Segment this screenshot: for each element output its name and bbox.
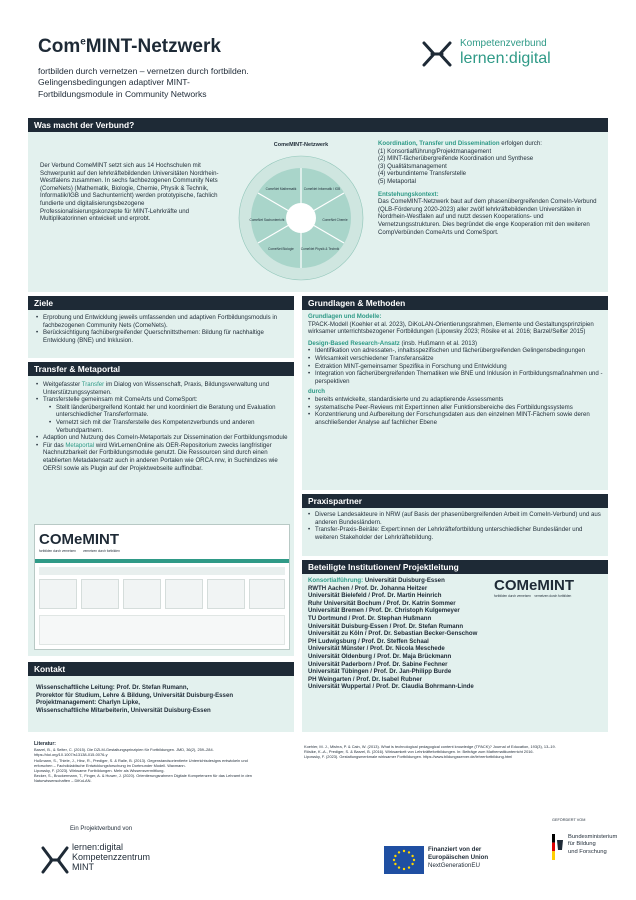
literatur-entry: Koehler, M. J., Mishra, P. & Cain, W. (2013). What is technological pedagogical content knowledge (TPACK)? Journal of Education, 193(3), 13–19. <box>304 744 556 749</box>
transfer-list <box>36 381 290 472</box>
literatur-entry: Becker, S., Bruckermann, T., Finger, A. & Huwer, J. (2020). Orientierungsrahmen Digitale Kompetenzen für das Lehramt in den Naturwissenschaften – DiKoLAN. <box>34 773 252 784</box>
verbund-intro: Der Verbund ComeMINT setzt sich aus 14 Hochschulen mit Schwerpunkt auf den lehrkräftebildenden Universitäten Nordrhein-Westfalens zusammen. In sechs fachbezogenen Community Nets (ComeNets) (Mathematik, Biologie, Chemie, Physik & Technik, Informatik/IGB und Sachunterricht) werden prototypische, fachlich fundierte und digitalisierungsbezogene Professionalisierungskonzepte für MINT-Lehrkräfte und Multiplikatorinnen entwickelt und erprobt. <box>40 162 219 223</box>
poster-title: Com$^e$MINT-Netzwerk <box>38 36 221 57</box>
institution-item: Universität zu Köln / Prof. Dr. Sebastian Becker-Genschow <box>308 630 478 638</box>
section-heading-ziele: Ziele <box>28 296 294 310</box>
koordination-item: (4) verbundinterne Transferstelle <box>378 170 467 178</box>
list-subitem: • Vernetzt sich mit der Transferstelle des Kompetenzverbunds und anderen Verbundpartnern. <box>49 419 290 434</box>
kontakt-line: Projektmanagement: Charlyn Lipke, <box>36 699 140 707</box>
list-item: • Weitgefasster Transfer im Dialog von Wissenschaft, Praxis, Bildungsverwaltung und Unterstützungssystemen. <box>36 381 290 396</box>
network-icon <box>40 844 70 878</box>
kontext-text: Das ComeMINT-Netzwerk baut auf dem phasenübergreifenden ComeIn-Verbund (QLB-Förderung 2020-2023) aller zwölf lehrkräftebildenden Universitäten in Nordrhein-Westfalen auf und nutzt dessen Kooperations- und Vernetzungsstrukturen. Dies begründet die enge Kooperation mit den weiteren CompVerbünden ComeArts und ComeSport. <box>378 198 597 236</box>
network-diagram <box>238 138 364 288</box>
institution-item: Universität Paderborn / Prof. Dr. Sabine Fechner <box>308 660 448 668</box>
list-item: • Erprobung und Entwicklung jeweils umfassenden und adaptiven Fortbildungsmoduls in fachbezogenen Community Nets (ComeNets). <box>36 314 288 329</box>
section-heading-kontakt: Kontakt <box>28 662 294 676</box>
institution-item: Universität Wuppertal / Prof. Dr. Claudia Bohrmann-Linde <box>308 683 474 691</box>
list-item: • Für das Metaportal wird WirLernenOnline als OER-Repositorium zwecks langfristiger Nachnutzbarkeit der Fortbildungsmodule genutzt. Die Ressourcen sind durch einen etablierten Metadatensatz auch in anderen Portalen wie ORCA.nrw, in Suchindizes wie OERSI sowie als Plugin auf der Projektwebseite auffindbar. <box>36 442 290 472</box>
list-item: • Adaption und Nutzung des ComeIn-Metaportals zur Dissemination der Fortbildungsmodule <box>36 434 290 442</box>
german-flag-icon <box>552 834 564 860</box>
durch-list <box>308 396 604 426</box>
institution-item: Universität Bremen / Prof. Dr. Christoph Kulgemeyer <box>308 607 460 615</box>
literatur-entry: Barzel, B., & Selter, C. (2015). Die DZLM-Gestaltungsprinzipien für Fortbildungen. JMD, 36(2), 259–284. https://doi.org/10.1007/s13138-015-0076-y <box>34 747 214 758</box>
institution-item: Universität Tübingen / Prof. Dr. Jan-Philipp Burde <box>308 668 452 676</box>
literatur-entry: Lipowsky, F. (2023). Gestaltungsmerkmale wirksamer Fortbildungen. https://www.bildungsserver.de/lehrerfortbildung.html <box>304 754 513 760</box>
dbr-rest: (insb. Hußmann et al. 2013) <box>399 339 478 347</box>
grundlagen-label: Grundlagen und Modelle: <box>308 313 382 320</box>
footer <box>0 790 636 900</box>
koordination-item: (3) Qualitätsmanagement <box>378 162 447 170</box>
list-item: • Berücksichtigung fachübergreifender Querschnittsthemen: Bildung für nachhaltige Entwicklung (BNE) und Inklusion. <box>36 329 288 344</box>
grundlagen-text: TPACK-Modell (Koehler et al. 2023), DiKoLAN-Orientierungsrahmen, Elemente und Gestaltungsprinzipien wirksamer unterrichtsbezogener Fortbildungen (Lipowsky 2023; Rösike et al. 2016; Barzel/Selter 2015) <box>308 320 594 336</box>
literatur-right <box>304 744 604 760</box>
list-item: • Transfer-Praxis-Beiräte: Expert:innen der Lehrkräftefortbildung unterschiedlicher Bundesländer und weiteren Stakeholder der Lehrkräftebildung. <box>308 526 604 541</box>
list-subitem: • Stellt länderübergreifend Kontakt her und koordiniert die Beratung und Evaluation unterschiedlicher Transferformate. <box>49 404 290 419</box>
list-item: • bereits entwickelte, standardisierte und zu adaptierende Assessments <box>308 396 604 404</box>
gefoerdert-label: GEFÖRDERT VOM <box>552 818 586 822</box>
institution-item: PH Ludwigsburg / Prof. Dr. Steffen Schaal <box>308 637 429 645</box>
list-item: • Identifikation von adressaten-, inhaltsspezifischen und fächerübergreifenden Gelingensbedingungen <box>308 347 604 355</box>
list-item: • Konzentrierung und Aufbereitung der Forschungsdaten aus den einzelnen MINT-Fächern sowie deren anschließender Analyse auf fachlicher Ebene <box>308 411 604 426</box>
koordination-item: (5) Metaportal <box>378 177 416 185</box>
list-item: • Diverse Landesakteure in NRW (auf Basis der phasenübergreifenden Arbeit im ComeIn-Verbund) und aus anderen Bundesländern. <box>308 511 604 526</box>
literatur-entry: Hußmann, S., Thiele, J., Hinz, R., Prediger, S. & Ralle, B. (2013). Gegenstandsorientierte Unterrichtsdesigns entwickeln und erforschen – Fachdidaktische Entwicklungsforschung im Dortmunder Modell. Waxmann. <box>34 757 248 768</box>
koordination-item: (1) Konsortialführung/Projektmanagement <box>378 147 492 155</box>
diagram-segment-label: ComeNet Physik & Technik <box>300 247 340 251</box>
subtitle-line: fortbilden durch vernetzen – vernetzen durch fortbilden. <box>38 66 249 76</box>
eu-flag-icon <box>384 846 424 874</box>
list-item: • Extraktion MINT-gemeinsamer Spezifika in Forschung und Entwicklung <box>308 363 604 371</box>
website-screenshot <box>34 524 290 650</box>
brand-logo <box>420 36 605 76</box>
bmbf-logo-text: Bundesministerium für Bildung und Forschung <box>568 834 618 855</box>
diagram-center <box>286 203 316 233</box>
ziele-list <box>36 314 288 344</box>
list-item: • Transferstelle gemeinsam mit ComeArts und ComeSport: • Stellt länderübergreifend Kontakt her und koordiniert die Beratung und Evaluation unterschiedlicher Transferformate. • Vernetzt sich mit der Transferstelle des Kompetenzverbunds und anderen Verbundpartnern. <box>36 396 290 434</box>
projekt-label: Ein Projektverbund von <box>70 826 133 832</box>
brand-bottom: lernen:digital <box>460 50 551 67</box>
institution-item: RWTH Aachen / Prof. Dr. Johanna Heitzer <box>308 584 428 592</box>
dbr-list <box>308 347 604 385</box>
section-heading-praxis: Praxispartner <box>302 494 608 508</box>
institution-item: TU Dortmund / Prof. Dr. Stephan Hußmann <box>308 614 432 622</box>
section-heading-institutionen: Beteiligte Institutionen/ Projektleitung <box>302 560 608 574</box>
list-item: • Wirksamkeit verschiedener Transferansätze <box>308 355 604 363</box>
list-item: • Integration von fächerübergreifenden Thematiken wie BNE und Inklusion in Fortbildungsmaßnahmen und -perspektiven <box>308 370 604 385</box>
subtitle-line: Fortbildungsmodule in Community Networks <box>38 88 207 99</box>
eu-funding-text: Finanziert von der Europäischen Union NextGenerationEU <box>428 846 489 869</box>
literatur-left <box>34 742 260 784</box>
institution-item: Universität Bielefeld / Prof. Dr. Martin Heinrich <box>308 592 442 600</box>
screenshot-tagline-left: fortbilden durch vernetzen <box>39 549 76 553</box>
koordination-label: Koordination, Transfer und Dissemination <box>378 140 500 147</box>
diagram-segment-label: ComeNet Mathematik <box>265 187 297 191</box>
list-item: • systematische Peer-Reviews mit Expert:innen aller Funktionsbereiche des Fortbildungssystems <box>308 404 604 412</box>
literatur-entry: Rösike, K.-A., Prediger, S. & Barzel, B. (2016). Wirksamkeit von Lehrkräftefortbildungen. In: Beiträge zum Mathematikunterricht 2016. <box>304 749 534 755</box>
durch-label: durch <box>308 388 325 396</box>
koordination-item: (2) MINT-fächerübergreifende Koordination und Synthese <box>378 155 534 163</box>
kontakt-line: Prorektor für Studium, Lehre & Bildung, Universität Duisburg-Essen <box>36 691 234 699</box>
institution-item: Universität Duisburg-Essen / Prof. Dr. Stefan Rumann <box>308 622 464 630</box>
institutionen-list <box>308 577 514 691</box>
institution-item: PH Weingarten / Prof. Dr. Isabel Rubner <box>308 675 422 683</box>
konsortial-value: Universität Duisburg-Essen <box>363 577 445 584</box>
diagram-segment-label: ComeNet Biologie <box>268 247 294 251</box>
koordination-block <box>378 140 604 236</box>
literatur-heading: Literatur: <box>34 741 56 747</box>
section-heading-transfer: Transfer & Metaportal <box>28 362 294 376</box>
diagram-segment-label: ComeNet Sachunterricht <box>249 218 285 222</box>
grundlagen-block <box>308 313 604 426</box>
diagram-segment-label: ComeNet Chemie <box>322 218 348 222</box>
institution-item: Universität Münster / Prof. Dr. Nicola Meschede <box>308 645 445 653</box>
kontext-label: Entstehungskontext: <box>378 190 439 198</box>
footer-lernendigital-logo: lernen:digital Kompetenzzentrum MINT <box>72 842 151 872</box>
screenshot-tagline-right: vernetzen durch fortbilden <box>83 549 120 553</box>
diagram-segment-label: ComeNet Informatik / IGB <box>303 187 341 191</box>
diagram-title: ComeMINT-Netzwerk <box>273 142 329 148</box>
screenshot-logo: COMeMINT <box>39 531 119 548</box>
kontakt-block <box>36 684 290 714</box>
section-heading-grundlagen: Grundlagen & Methoden <box>302 296 608 310</box>
institution-item: Ruhr Universität Bochum / Prof. Dr. Katrin Sommer <box>308 599 456 607</box>
konsortial-label: Konsortialführung: <box>308 577 364 584</box>
koordination-rest: erfolgen durch: <box>499 140 542 147</box>
poster-subtitle <box>38 66 368 100</box>
network-icon <box>420 38 454 72</box>
kontakt-line: Wissenschaftliche Mitarbeiterin, Universität Duisburg-Essen <box>36 706 211 714</box>
literatur-entry: Lipowsky, F. (2023). Wirksame Fortbildungen. Mehr als Wissensvermittlung. <box>34 768 165 774</box>
brand-top: Kompetenzverbund <box>460 38 547 49</box>
subtitle-line: Gelingensbedingungen adaptiver MINT- <box>38 77 190 88</box>
dbr-label: Design-Based Research-Ansatz <box>308 339 400 347</box>
institution-item: Universität Oldenburg / Prof. Dr. Maja Brückmann <box>308 652 452 660</box>
comemint-logo: COMeMINT fortbilden durch vernetzen vernetzen durch fortbilden <box>494 577 574 598</box>
section-heading-verbund: Was macht der Verbund? <box>28 118 608 132</box>
kontakt-line: Wissenschaftliche Leitung: Prof. Dr. Stefan Rumann, <box>36 684 189 691</box>
praxis-list <box>308 511 604 541</box>
